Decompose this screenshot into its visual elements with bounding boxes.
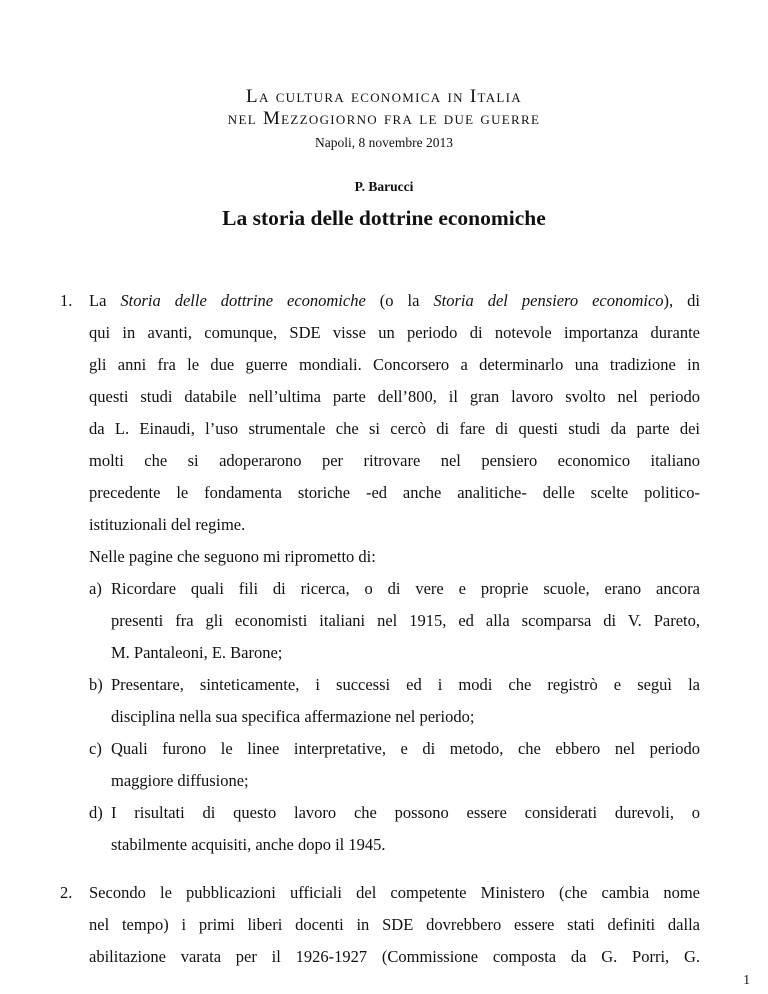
- section-number: 2.: [60, 883, 73, 902]
- conference-title-line-2: nel Mezzogiorno fra le due guerre: [227, 108, 541, 129]
- list-item-line: maggiore diffusione;: [111, 771, 249, 790]
- paragraph-line: molti che si adoperarono per ritrovare nel pensiero economico italiano: [89, 451, 700, 470]
- author: P. Barucci: [354, 179, 414, 194]
- paragraph-line: abilitazione varata per il 1926-1927 (Commissione composta da G. Porri, G.: [89, 947, 700, 966]
- paragraph-line: precedente le fondamenta storiche -ed anche analitiche- delle scelte politico-: [89, 483, 700, 502]
- italic-title: Storia delle dottrine economiche: [120, 291, 366, 310]
- page-number: 1: [743, 972, 750, 987]
- list-item-line: presenti fra gli economisti italiani nel 1915, ed alla scomparsa di V. Pareto,: [111, 611, 700, 630]
- text-span: La: [89, 291, 121, 310]
- list-label: c): [89, 739, 102, 758]
- conference-title-line-1: La cultura economica in Italia: [246, 86, 522, 107]
- list-item-line: M. Pantaleoni, E. Barone;: [111, 643, 283, 662]
- section-number: 1.: [60, 291, 73, 310]
- place-date: Napoli, 8 novembre 2013: [315, 135, 453, 150]
- list-label: d): [89, 803, 103, 822]
- list-item-line: stabilmente acquisiti, anche dopo il 1945.: [111, 835, 386, 854]
- list-item-line: disciplina nella sua specifica affermazione nel periodo;: [111, 707, 475, 726]
- list-label: b): [89, 675, 103, 694]
- paragraph-line: Secondo le pubblicazioni ufficiali del competente Ministero (che cambia nome: [89, 883, 700, 902]
- list-item-line: I risultati di questo lavoro che possono essere considerati durevoli, o: [111, 803, 700, 822]
- list-item-line: Ricordare quali fili di ricerca, o di vere e proprie scuole, erano ancora: [111, 579, 700, 598]
- list-intro: Nelle pagine che seguono mi riprometto di:: [89, 547, 376, 566]
- list-label: a): [89, 579, 102, 598]
- paragraph-line: istituzionali del regime.: [89, 515, 246, 534]
- document-title: La storia delle dottrine economiche: [222, 206, 546, 230]
- list-item-line: Presentare, sinteticamente, i successi ed i modi che registrò e seguì la: [111, 675, 700, 694]
- paragraph-line: questi studi databile nell’ultima parte dell’800, il gran lavoro svolto nel periodo: [89, 387, 700, 406]
- paragraph-line: nel tempo) i primi liberi docenti in SDE dovrebbero essere stati definiti dalla: [89, 915, 700, 934]
- paragraph-line: [89, 291, 700, 311]
- paragraph-line: gli anni fra le due guerre mondiali. Concorsero a determinarlo una tradizione in: [89, 355, 700, 374]
- list-item-line: Quali furono le linee interpretative, e di metodo, che ebbero nel periodo: [111, 739, 700, 758]
- paragraph-line: da L. Einaudi, l’uso strumentale che si cercò di fare di questi studi da parte dei: [89, 419, 700, 438]
- paragraph-line: qui in avanti, comunque, SDE visse un periodo di notevole importanza durante: [89, 323, 700, 342]
- italic-title: Storia del pensiero economico: [433, 291, 664, 310]
- text-span: (o la: [365, 291, 434, 310]
- text-span: ), di: [663, 291, 700, 310]
